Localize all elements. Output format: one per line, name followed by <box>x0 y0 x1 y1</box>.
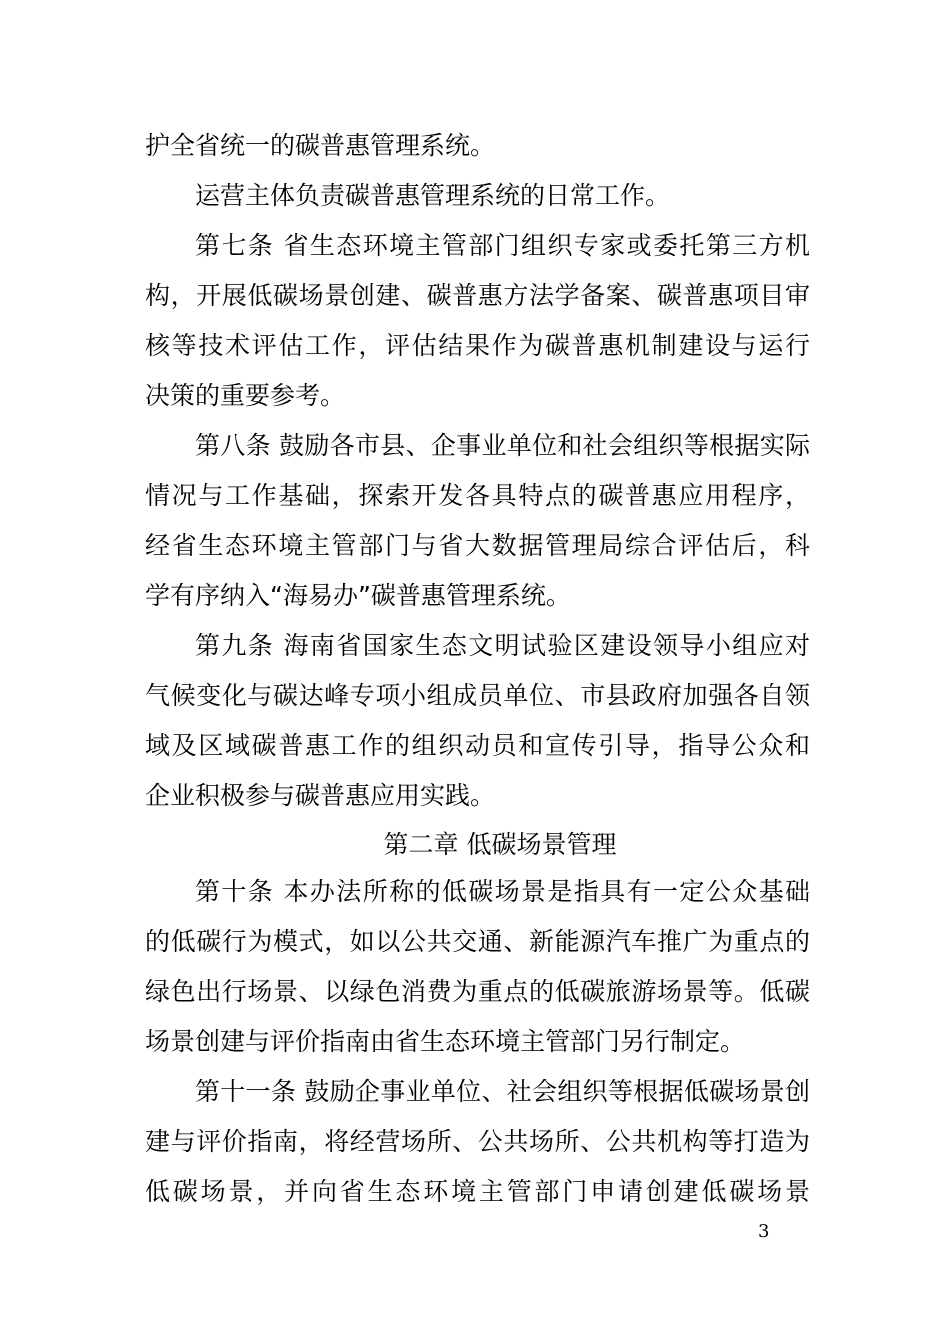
text-line: 域及区域碳普惠工作的组织动员和宣传引导，指导公众和 <box>145 731 810 760</box>
text-line: 核等技术评估工作，评估结果作为碳普惠机制建设与运行 <box>145 331 810 360</box>
text-line: 运营主体负责碳普惠管理系统的日常工作。 <box>195 181 671 210</box>
article-8-start: 第八条 鼓励各市县、企事业单位和社会组织等根据实际 <box>195 431 810 460</box>
page-number: 3 <box>758 1221 770 1242</box>
text-line: 绿色出行场景、以绿色消费为重点的低碳旅游场景等。低碳 <box>145 977 810 1006</box>
text-line: 经省生态环境主管部门与省大数据管理局综合评估后，科 <box>145 531 810 560</box>
article-11-start: 第十一条 鼓励企事业单位、社会组织等根据低碳场景创 <box>195 1077 810 1106</box>
text-line: 情况与工作基础，探索开发各具特点的碳普惠应用程序， <box>145 481 810 510</box>
text-line: 学有序纳入“海易办”碳普惠管理系统。 <box>145 581 571 610</box>
text-line: 建与评价指南，将经营场所、公共场所、公共机构等打造为 <box>145 1127 810 1156</box>
text-line: 企业积极参与碳普惠应用实践。 <box>145 781 496 810</box>
article-10-start: 第十条 本办法所称的低碳场景是指具有一定公众基础 <box>195 877 810 906</box>
text-line: 的低碳行为模式，如以公共交通、新能源汽车推广为重点的 <box>145 927 810 956</box>
article-7-start: 第七条 省生态环境主管部门组织专家或委托第三方机 <box>195 231 810 260</box>
text-line: 低碳场景，并向省生态环境主管部门申请创建低碳场景 <box>145 1177 810 1206</box>
text-line: 决策的重要参考。 <box>145 381 346 410</box>
chapter-heading: 第二章 低碳场景管理 <box>383 830 617 859</box>
text-line: 气候变化与碳达峰专项小组成员单位、市县政府加强各自领 <box>145 681 810 710</box>
text-line: 护全省统一的碳普惠管理系统。 <box>145 131 496 160</box>
text-line: 场景创建与评价指南由省生态环境主管部门另行制定。 <box>145 1027 746 1056</box>
text-line: 构，开展低碳场景创建、碳普惠方法学备案、碳普惠项目审 <box>145 281 810 310</box>
article-9-start: 第九条 海南省国家生态文明试验区建设领导小组应对 <box>195 631 810 660</box>
